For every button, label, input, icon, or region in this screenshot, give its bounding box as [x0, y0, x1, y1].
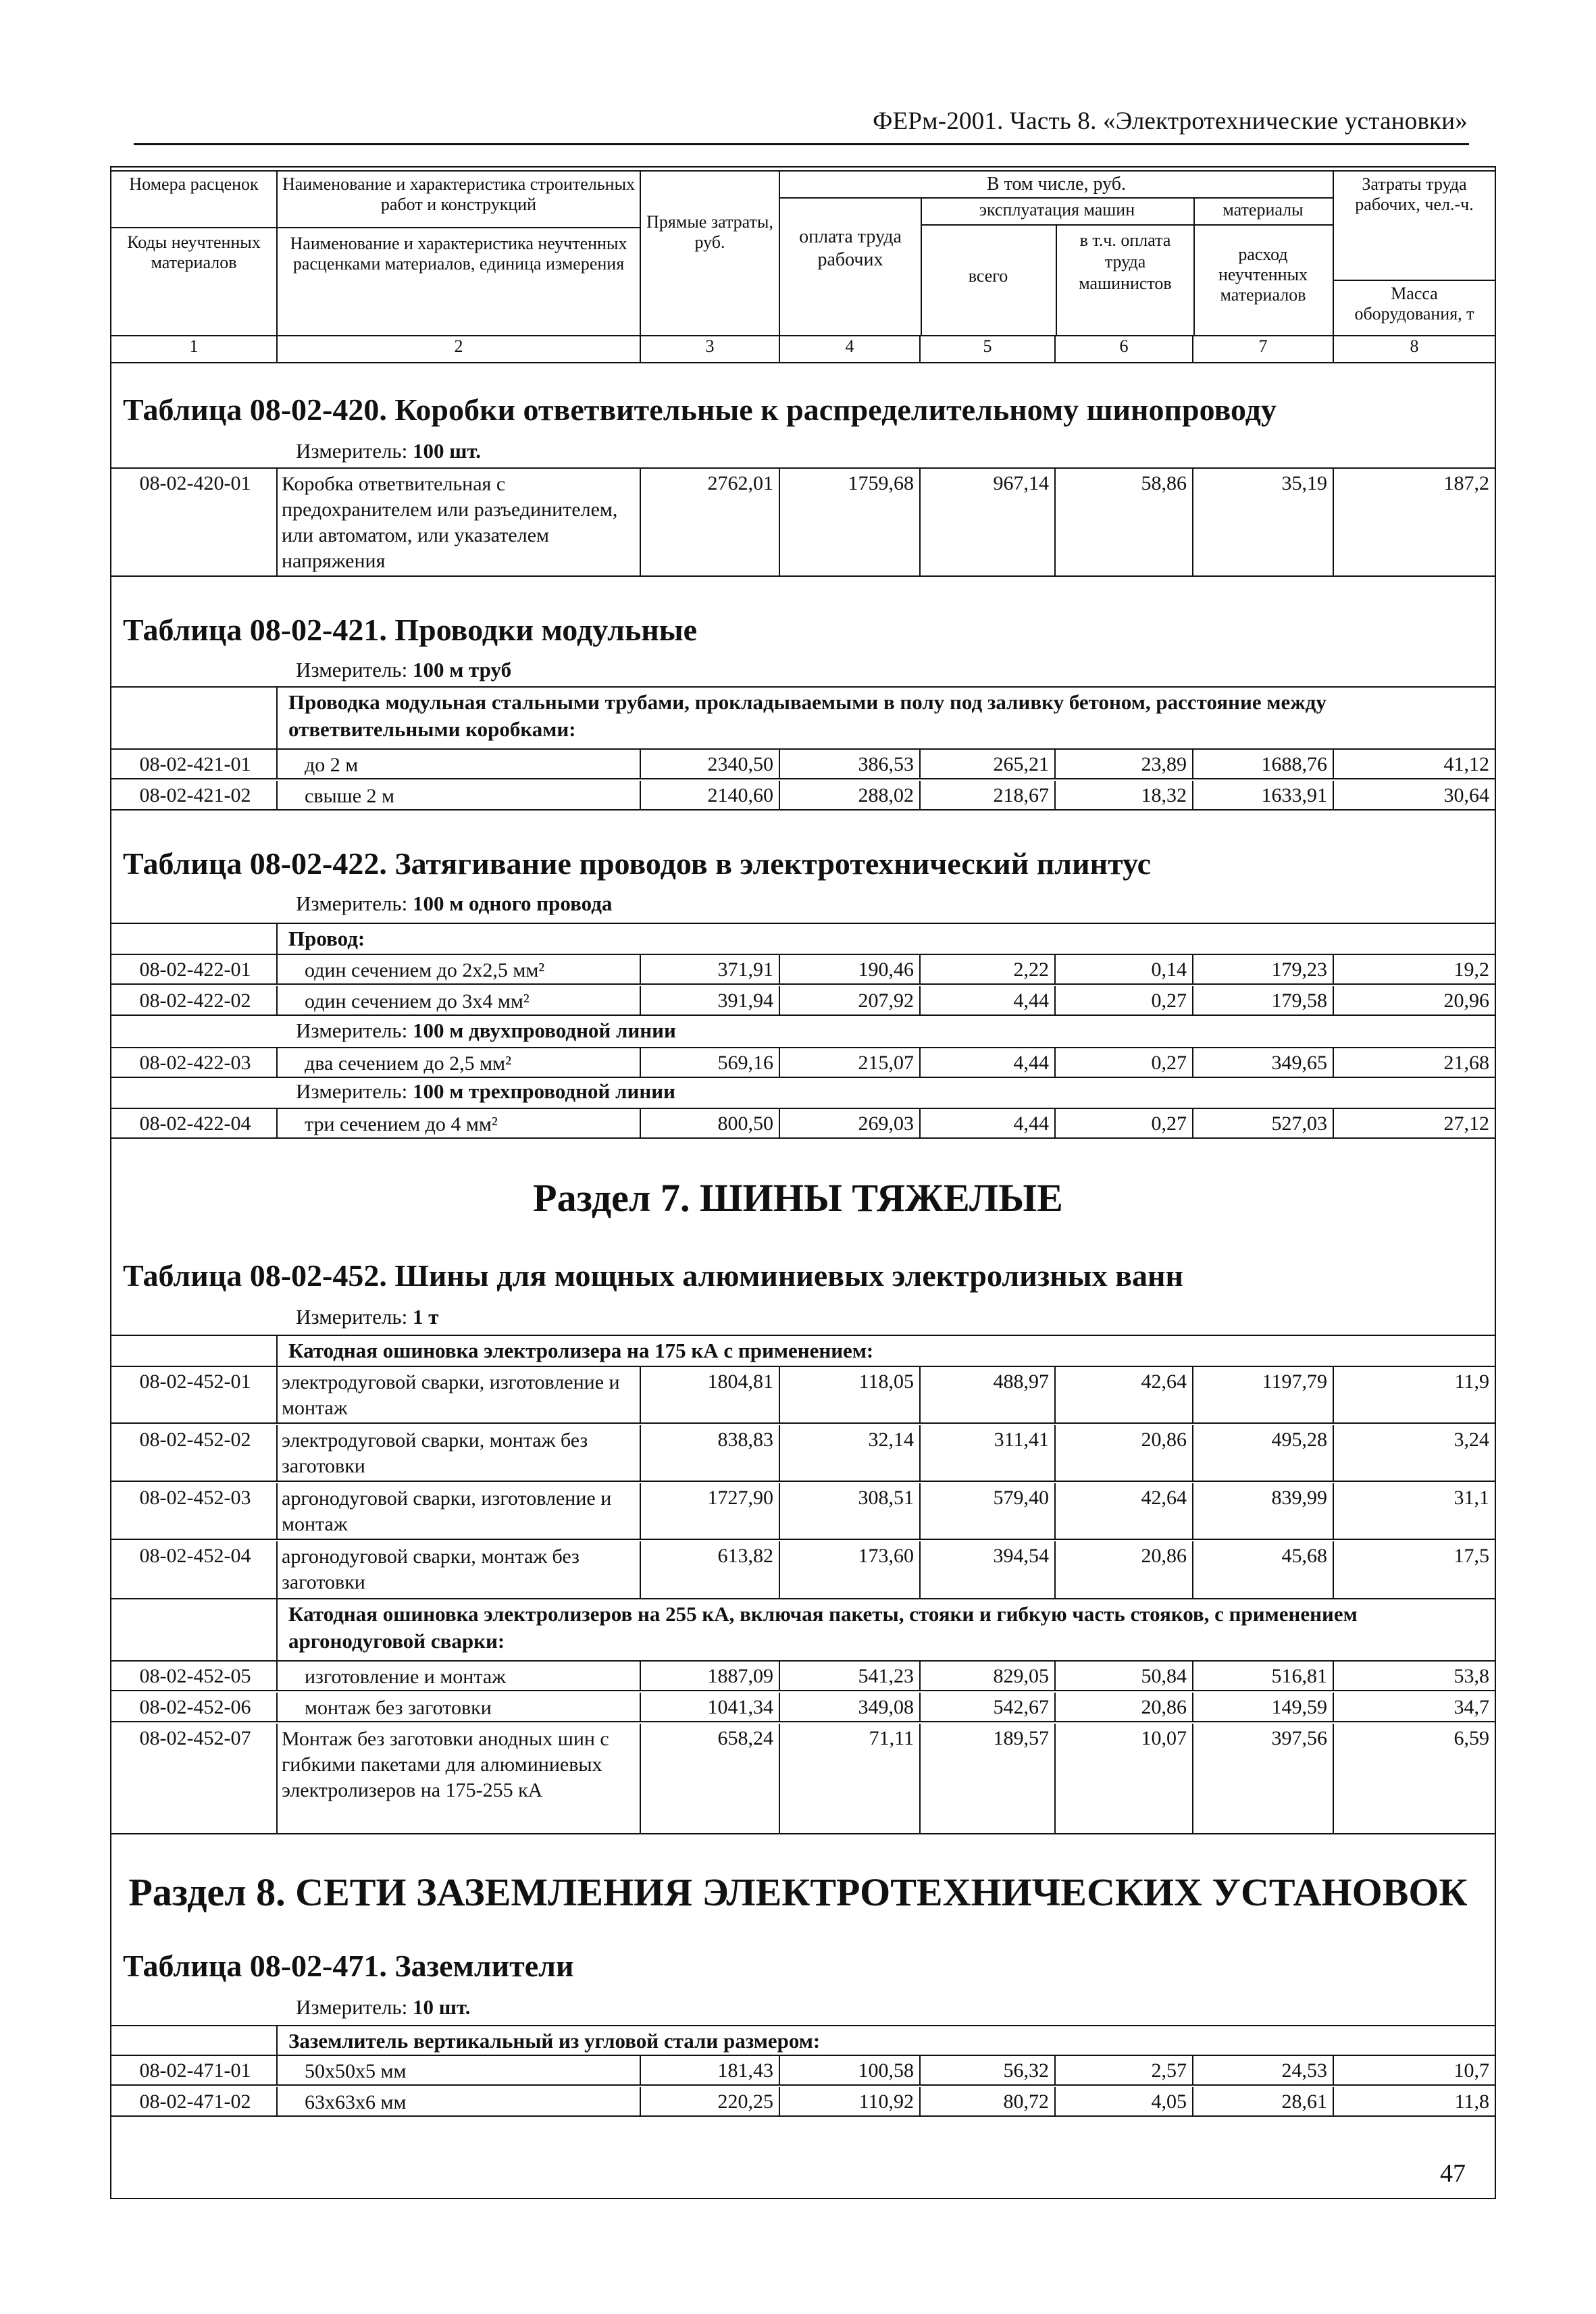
table-row	[111, 986, 1495, 1016]
header-materials: материалы	[1222, 200, 1304, 220]
row-c7: 495,28	[1193, 1425, 1334, 1481]
header-num: 3	[641, 336, 780, 362]
row-c6: 4,05	[1056, 2087, 1193, 2115]
row-c5: 967,14	[921, 469, 1056, 575]
row-c8: 31,1	[1453, 1487, 1489, 1509]
header-c1-top: Номера расценок	[129, 174, 259, 194]
row-c5: 579,40	[921, 1483, 1056, 1539]
row-c6: 42,64	[1056, 1367, 1193, 1422]
row-name: до 2 м	[278, 750, 641, 778]
row-c8: 10,7	[1453, 2059, 1489, 2082]
unit-471: Измеритель: 10 шт.	[296, 1995, 471, 2019]
row-c5: 2,22	[921, 955, 1056, 983]
row-c7: 516,81	[1193, 1662, 1334, 1690]
row-c6: 0,27	[1056, 1109, 1193, 1137]
table-row	[111, 781, 1495, 811]
row-c8: 11,9	[1454, 1370, 1489, 1393]
row-c3: 569,16	[641, 1048, 780, 1077]
row-code: 08-02-420-01	[111, 469, 278, 575]
group-text: Проводка модульная стальными трубами, прокладываемыми в полу под заливку бетоном, расстояние между ответвительными коробками:	[288, 690, 1327, 741]
row-code: 08-02-422-03	[111, 1048, 278, 1077]
row-code: 08-02-422-04	[111, 1109, 278, 1137]
row-code: 08-02-452-05	[111, 1662, 278, 1690]
header-c1-bottom: Коды неучтенных материалов	[127, 232, 261, 272]
row-c6: 50,84	[1056, 1662, 1193, 1690]
header-c3: Прямые затраты, руб.	[646, 212, 773, 252]
table-row	[111, 1662, 1495, 1691]
header-num: 4	[780, 336, 921, 362]
row-c5: 80,72	[921, 2087, 1056, 2115]
row-c3: 800,50	[641, 1109, 780, 1137]
row-c5: 265,21	[921, 750, 1056, 778]
group-header	[111, 686, 1495, 750]
header-num: 2	[278, 336, 641, 362]
row-c4: 32,14	[780, 1425, 921, 1481]
row-c4: 190,46	[780, 955, 921, 983]
row-c5: 4,44	[921, 1109, 1056, 1137]
row-c3: 1804,81	[641, 1367, 780, 1422]
header-number-row	[111, 336, 1495, 363]
row-name: один сечением до 2х2,5 мм²	[278, 955, 641, 983]
row-c6: 0,27	[1056, 986, 1193, 1014]
unit-422-3: Измеритель: 100 м трехпроводной линии	[296, 1079, 675, 1103]
page-number: 47	[1440, 2159, 1466, 2188]
row-c3: 181,43	[641, 2056, 780, 2084]
row-c4: 71,11	[780, 1724, 921, 1833]
row-c8: 27,12	[1443, 1112, 1489, 1135]
row-c5: 311,41	[921, 1425, 1056, 1481]
table-row	[111, 1483, 1495, 1540]
row-c5: 4,44	[921, 1048, 1056, 1077]
group-text: Катодная ошиновка электролизера на 175 кА с применением:	[288, 1339, 874, 1362]
row-c6: 58,86	[1056, 469, 1193, 575]
row-c7: 35,19	[1193, 469, 1334, 575]
row-c4: 386,53	[780, 750, 921, 778]
row-c3: 1887,09	[641, 1662, 780, 1690]
group-header	[111, 1598, 1495, 1662]
row-c3: 220,25	[641, 2087, 780, 2115]
row-name: один сечением до 3х4 мм²	[278, 986, 641, 1014]
table-title-471: Таблица 08-02-471. Заземлители	[123, 1949, 574, 1983]
header-c4: оплата труда рабочих	[799, 226, 902, 270]
header-num: 7	[1193, 336, 1334, 362]
row-c7: 45,68	[1193, 1541, 1334, 1598]
row-c7: 839,99	[1193, 1483, 1334, 1539]
row-c7: 1197,79	[1193, 1367, 1334, 1422]
row-c4: 541,23	[780, 1662, 921, 1690]
row-c4: 269,03	[780, 1109, 921, 1137]
row-name: аргонодуговой сварки, изготовление и монтаж	[278, 1483, 641, 1539]
row-c7: 28,61	[1193, 2087, 1334, 2115]
group-text: Катодная ошиновка электролизеров на 255 кА, включая пакеты, стояки и гибкую часть стояков, с применением аргонодуговой сварки:	[288, 1602, 1358, 1653]
unit-422: Измеритель: 100 м одного провода	[296, 892, 613, 915]
row-name: Монтаж без заготовки анодных шин с гибкими пакетами для алюминиевых электролизеров на 175-255 кА	[278, 1724, 641, 1833]
row-c7: 24,53	[1193, 2056, 1334, 2084]
row-name: 63х63х6 мм	[278, 2087, 641, 2115]
row-c5: 394,54	[921, 1541, 1056, 1598]
row-c4: 173,60	[780, 1541, 921, 1598]
unit-421: Измеритель: 100 м труб	[296, 658, 512, 682]
row-c6: 0,14	[1056, 955, 1193, 983]
table-column-header	[111, 170, 1495, 336]
row-c8: 3,24	[1453, 1429, 1489, 1451]
row-name: электродуговой сварки, монтаж без заготовки	[278, 1425, 641, 1481]
table-row	[111, 1724, 1495, 1834]
header-c8-bottom: Масса оборудования, т	[1354, 284, 1474, 324]
row-c5: 189,57	[921, 1724, 1056, 1833]
row-c3: 613,82	[641, 1541, 780, 1598]
table-row	[111, 1367, 1495, 1424]
row-code: 08-02-452-01	[111, 1367, 278, 1422]
row-name: свыше 2 м	[278, 781, 641, 809]
row-c8: 21,68	[1443, 1052, 1489, 1074]
row-name: изготовление и монтаж	[278, 1662, 641, 1690]
row-c6: 20,86	[1056, 1425, 1193, 1481]
row-code: 08-02-452-04	[111, 1541, 278, 1598]
row-c8: 34,7	[1453, 1696, 1489, 1718]
row-c5: 488,97	[921, 1367, 1056, 1422]
table-row	[111, 1693, 1495, 1722]
row-c4: 118,05	[780, 1367, 921, 1422]
row-code: 08-02-422-02	[111, 986, 278, 1014]
table-row	[111, 1047, 1495, 1078]
row-c3: 838,83	[641, 1425, 780, 1481]
section-title-8: Раздел 8. СЕТИ ЗАЗЕМЛЕНИЯ ЭЛЕКТРОТЕХНИЧЕСКИХ УСТАНОВОК	[128, 1870, 1468, 1914]
row-c6: 0,27	[1056, 1048, 1193, 1077]
row-c7: 397,56	[1193, 1724, 1334, 1833]
header-num: 5	[921, 336, 1056, 362]
row-c3: 1041,34	[641, 1693, 780, 1721]
row-name: два сечением до 2,5 мм²	[278, 1048, 641, 1077]
row-name: 50х50х5 мм	[278, 2056, 641, 2084]
row-c7: 1688,76	[1193, 750, 1334, 778]
table-row	[111, 955, 1495, 985]
group-header	[111, 1335, 1495, 1367]
row-c6: 10,07	[1056, 1724, 1193, 1833]
row-c4: 349,08	[780, 1693, 921, 1721]
row-name: электродуговой сварки, изготовление и монтаж	[278, 1367, 641, 1422]
group-header	[111, 2025, 1495, 2056]
row-c4: 1759,68	[780, 469, 921, 575]
table-row	[111, 1108, 1495, 1139]
group-text: Заземлитель вертикальный из угловой стали размером:	[288, 2029, 821, 2053]
row-c8: 11,8	[1454, 2090, 1489, 2113]
row-c3: 1727,90	[641, 1483, 780, 1539]
row-c8: 187,2	[1443, 472, 1489, 494]
running-head: ФЕРм-2001. Часть 8. «Электротехнические установки»	[873, 107, 1468, 135]
row-name: аргонодуговой сварки, монтаж без заготовки	[278, 1541, 641, 1598]
row-c5: 218,67	[921, 781, 1056, 809]
row-c3: 658,24	[641, 1724, 780, 1833]
row-c3: 371,91	[641, 955, 780, 983]
header-c2-bottom: Наименование и характеристика неучтенных расценками материалов, единица измерения	[290, 234, 627, 274]
row-code: 08-02-421-01	[111, 750, 278, 778]
row-c3: 391,94	[641, 986, 780, 1014]
table-title-422: Таблица 08-02-422. Затягивание проводов в электротехнический плинтус	[123, 846, 1152, 881]
table-row	[111, 467, 1495, 577]
row-c3: 2762,01	[641, 469, 780, 575]
unit-452: Измеритель: 1 т	[296, 1305, 439, 1329]
row-name: Коробка ответвительная с предохранителем или разъединителем, или автоматом, или указателем напряжения	[278, 469, 641, 575]
unit-422-2: Измеритель: 100 м двухпроводной линии	[296, 1019, 676, 1042]
table-row	[111, 1541, 1495, 1598]
row-code: 08-02-452-03	[111, 1483, 278, 1539]
table-title-421: Таблица 08-02-421. Проводки модульные	[123, 613, 698, 647]
section-title-7: Раздел 7. ШИНЫ ТЯЖЕЛЫЕ	[533, 1176, 1063, 1220]
table-row	[111, 750, 1495, 779]
row-c6: 20,86	[1056, 1693, 1193, 1721]
row-code: 08-02-452-07	[111, 1724, 278, 1833]
row-c6: 18,32	[1056, 781, 1193, 809]
row-c7: 349,65	[1193, 1048, 1334, 1077]
table-row	[111, 1425, 1495, 1482]
table-title-452: Таблица 08-02-452. Шины для мощных алюминиевых электролизных ванн	[123, 1258, 1183, 1293]
row-c8: 19,2	[1453, 958, 1489, 981]
row-c6: 23,89	[1056, 750, 1193, 778]
row-c7: 149,59	[1193, 1693, 1334, 1721]
header-incl: В том числе, руб.	[986, 174, 1127, 195]
row-c7: 1633,91	[1193, 781, 1334, 809]
header-num: 6	[1056, 336, 1193, 362]
row-c8: 20,96	[1443, 989, 1489, 1012]
group-text: Провод:	[288, 927, 365, 950]
table-row	[111, 2056, 1495, 2086]
row-c3: 2140,60	[641, 781, 780, 809]
row-c6: 2,57	[1056, 2056, 1193, 2084]
header-c7: расход неучтенных материалов	[1218, 245, 1308, 305]
row-code: 08-02-452-02	[111, 1425, 278, 1481]
row-c6: 42,64	[1056, 1483, 1193, 1539]
table-title-420: Таблица 08-02-420. Коробки ответвительные к распределительному шинопроводу	[123, 392, 1277, 427]
row-code: 08-02-452-06	[111, 1693, 278, 1721]
row-c4: 100,58	[780, 2056, 921, 2084]
header-c6: в т.ч. оплата труда машинистов	[1079, 230, 1172, 293]
header-num: 1	[111, 336, 278, 362]
row-code: 08-02-422-01	[111, 955, 278, 983]
row-c4: 288,02	[780, 781, 921, 809]
row-c7: 527,03	[1193, 1109, 1334, 1137]
row-c8: 41,12	[1443, 753, 1489, 775]
row-c4: 215,07	[780, 1048, 921, 1077]
row-c8: 53,8	[1453, 1665, 1489, 1687]
row-c5: 4,44	[921, 986, 1056, 1014]
row-code: 08-02-471-02	[111, 2087, 278, 2115]
row-name: монтаж без заготовки	[278, 1693, 641, 1721]
header-c5: всего	[968, 266, 1008, 286]
unit-420: Измеритель: 100 шт.	[296, 439, 482, 463]
row-c5: 56,32	[921, 2056, 1056, 2084]
row-c4: 207,92	[780, 986, 921, 1014]
row-name: три сечением до 4 мм²	[278, 1109, 641, 1137]
header-c2-top: Наименование и характеристика строительных работ и конструкций	[282, 174, 636, 214]
row-c6: 20,86	[1056, 1541, 1193, 1598]
row-c4: 110,92	[780, 2087, 921, 2115]
header-c8-top: Затраты труда рабочих, чел.-ч.	[1355, 174, 1474, 214]
row-c7: 179,23	[1193, 955, 1334, 983]
row-c8: 30,64	[1443, 784, 1489, 806]
row-c8: 6,59	[1453, 1727, 1489, 1749]
table-row	[111, 2087, 1495, 2117]
row-c7: 179,58	[1193, 986, 1334, 1014]
row-c4: 308,51	[780, 1483, 921, 1539]
header-machines: эксплуатация машин	[979, 200, 1135, 220]
group-header	[111, 923, 1495, 955]
row-c8: 17,5	[1453, 1545, 1489, 1567]
row-code: 08-02-471-01	[111, 2056, 278, 2084]
row-c3: 2340,50	[641, 750, 780, 778]
header-num: 8	[1410, 336, 1419, 356]
row-code: 08-02-421-02	[111, 781, 278, 809]
row-c5: 829,05	[921, 1662, 1056, 1690]
row-c5: 542,67	[921, 1693, 1056, 1721]
header-rule	[134, 143, 1469, 145]
